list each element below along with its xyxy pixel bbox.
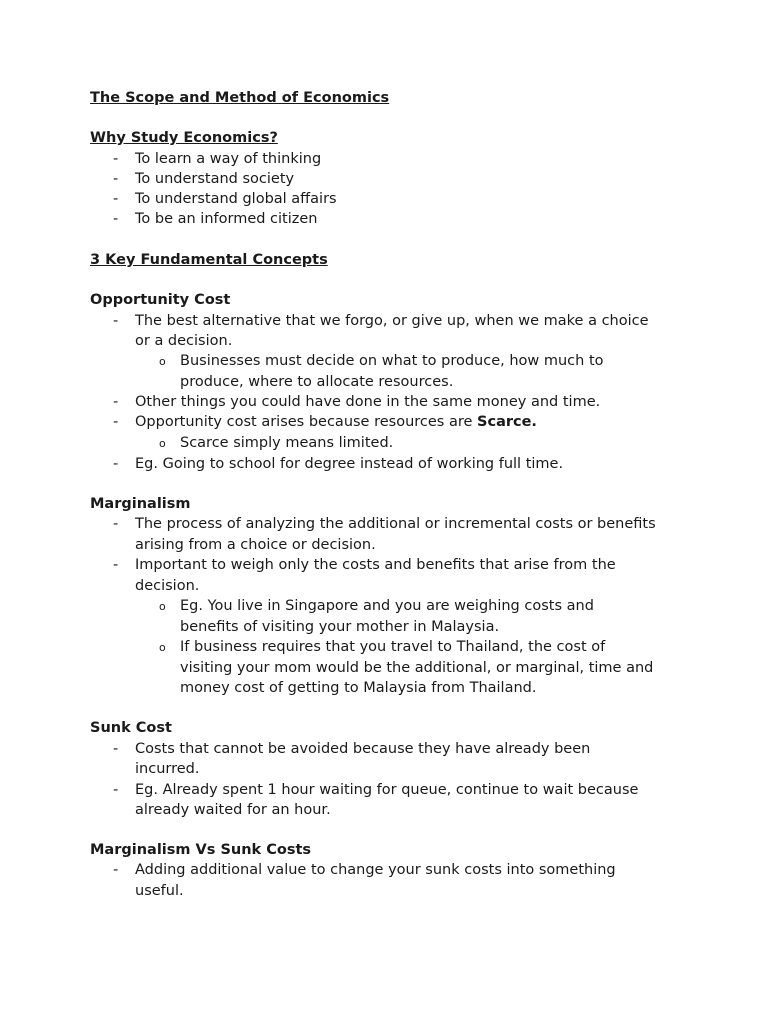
dash-bullet: - — [113, 456, 119, 472]
sunk-bullet-1-line-2: incurred. — [135, 761, 200, 777]
dash-bullet: - — [113, 862, 119, 878]
marginalism-bullet-1-line-2: arising from a choice or decision. — [135, 537, 376, 553]
marginalism-bullet-2-line-2: decision. — [135, 578, 200, 594]
marginalism-vs-sunk-heading: Marginalism Vs Sunk Costs — [90, 842, 312, 858]
opportunity-cost-heading: Opportunity Cost — [90, 292, 231, 308]
opportunity-sub-1-line-1: Businesses must decide on what to produce, how much to — [180, 353, 604, 369]
dash-bullet: - — [113, 557, 119, 573]
why-item: To be an informed citizen — [135, 211, 318, 227]
scarce-emphasis: Scarce. — [477, 414, 537, 430]
opportunity-sub-1-line-2: produce, where to allocate resources. — [180, 374, 454, 390]
circle-bullet: o — [159, 641, 166, 654]
sunk-bullet-2-line-1: Eg. Already spent 1 hour waiting for queue, continue to wait because — [135, 782, 639, 798]
dash-bullet: - — [113, 414, 119, 430]
dash-bullet: - — [113, 211, 119, 227]
marginalism-sub-2-line-1: If business requires that you travel to Thailand, the cost of — [180, 639, 606, 655]
opportunity-sub-2: Scarce simply means limited. — [180, 435, 394, 451]
dash-bullet: - — [113, 394, 119, 410]
document-title: The Scope and Method of Economics — [90, 90, 390, 106]
dash-bullet: - — [113, 782, 119, 798]
key-concepts-heading: 3 Key Fundamental Concepts — [90, 252, 328, 268]
marginalism-bullet-1-line-1: The process of analyzing the additional or incremental costs or benefits — [135, 516, 656, 532]
marginalism-sub-1-line-1: Eg. You live in Singapore and you are weighing costs and — [180, 598, 594, 614]
sunk-cost-heading: Sunk Cost — [90, 720, 172, 736]
marginalism-sub-2-line-2: visiting your mom would be the additional, or marginal, time and — [180, 660, 654, 676]
marginalism-sub-2-line-3: money cost of getting to Malaysia from Thailand. — [180, 680, 537, 696]
why-item: To understand society — [135, 171, 295, 187]
opportunity-bullet-3 — [135, 412, 537, 432]
sunk-bullet-2-line-2: already waited for an hour. — [135, 802, 331, 818]
why-item: To learn a way of thinking — [135, 151, 322, 167]
marginalism-heading: Marginalism — [90, 496, 191, 512]
dash-bullet: - — [113, 313, 119, 329]
marginalism-bullet-2-line-1: Important to weigh only the costs and benefits that arise from the — [135, 557, 616, 573]
dash-bullet: - — [113, 151, 119, 167]
opportunity-bullet-4: Eg. Going to school for degree instead of working full time. — [135, 456, 564, 472]
opportunity-bullet-1-line-1: The best alternative that we forgo, or give up, when we make a choice — [135, 313, 649, 329]
dash-bullet: - — [113, 191, 119, 207]
circle-bullet: o — [159, 600, 166, 613]
marginalism-sub-1-line-2: benefits of visiting your mother in Malaysia. — [180, 619, 500, 635]
why-item: To understand global affairs — [135, 191, 337, 207]
vs-bullet-1-line-1: Adding additional value to change your sunk costs into something — [135, 862, 616, 878]
dash-bullet: - — [113, 171, 119, 187]
sunk-bullet-1-line-1: Costs that cannot be avoided because they have already been — [135, 741, 591, 757]
dash-bullet: - — [113, 516, 119, 532]
why-study-heading: Why Study Economics? — [90, 130, 278, 146]
opportunity-bullet-1-line-2: or a decision. — [135, 333, 233, 349]
opportunity-bullet-3-text: Opportunity cost arises because resources are — [135, 414, 478, 430]
dash-bullet: - — [113, 741, 119, 757]
opportunity-bullet-2: Other things you could have done in the same money and time. — [135, 394, 601, 410]
circle-bullet: o — [159, 355, 166, 368]
vs-bullet-1-line-2: useful. — [135, 883, 184, 899]
circle-bullet: o — [159, 437, 166, 450]
